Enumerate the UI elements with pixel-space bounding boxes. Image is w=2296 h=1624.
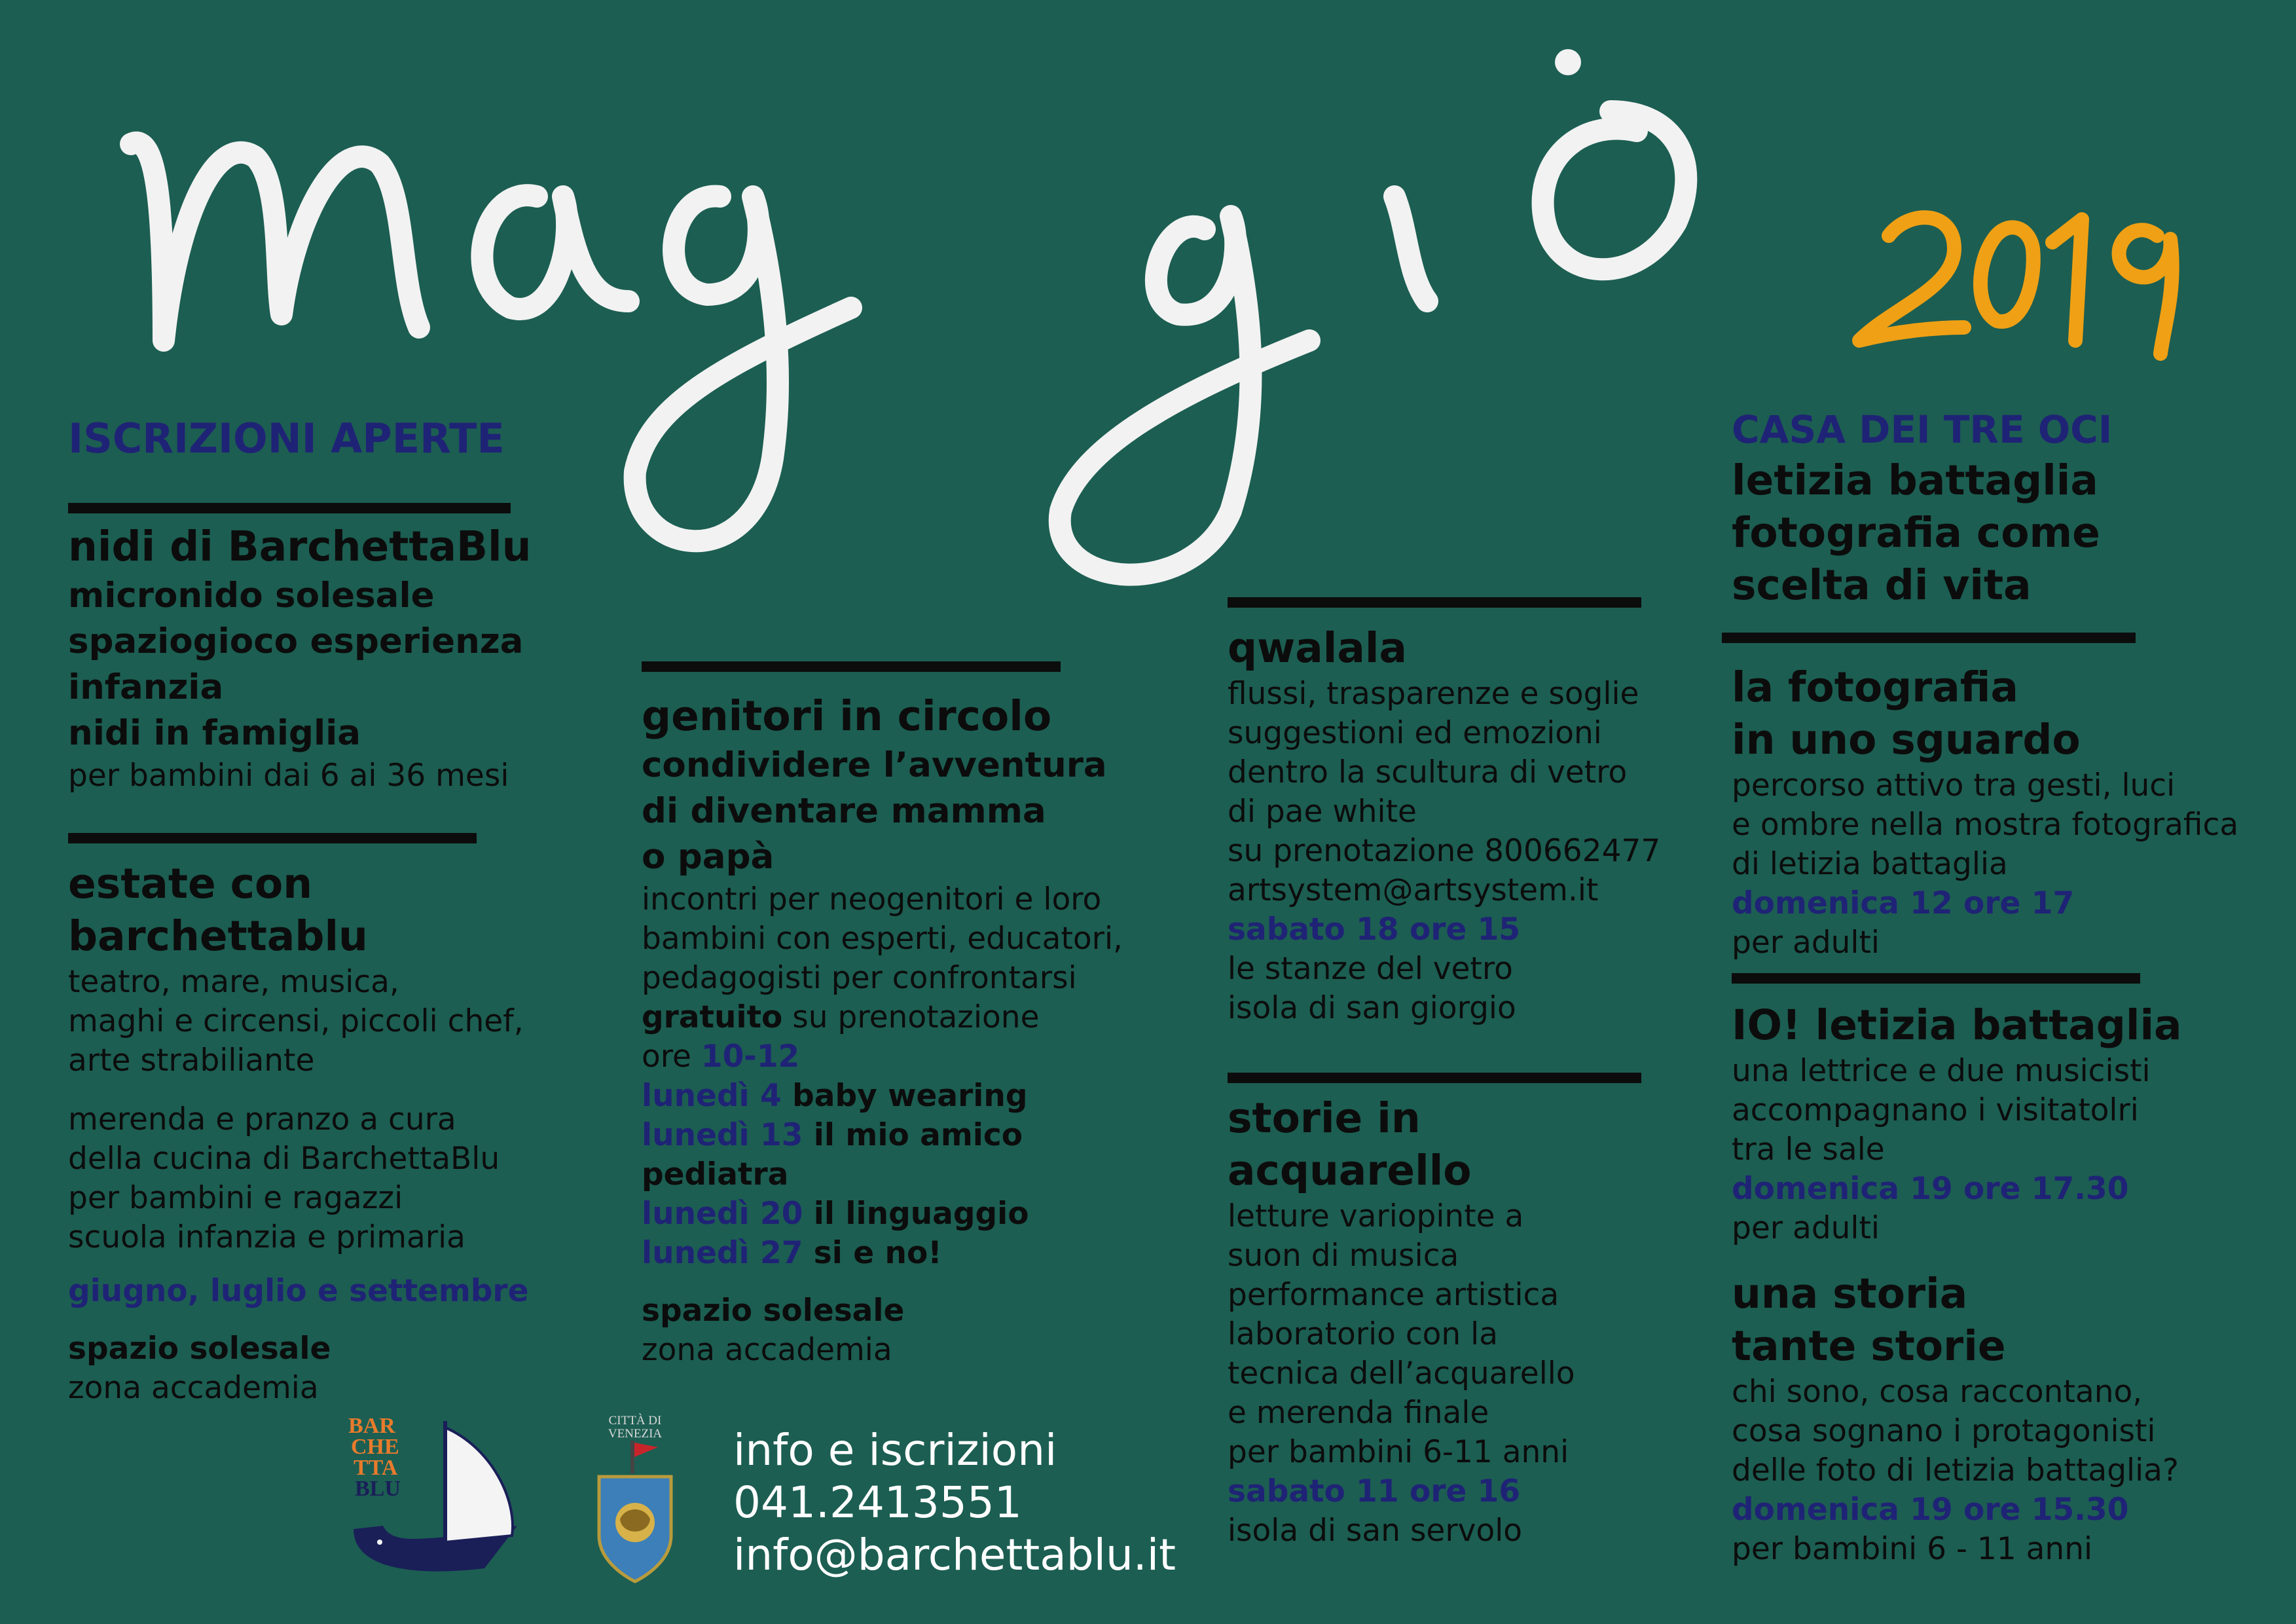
genitori-title: genitori in circolo xyxy=(642,692,1052,740)
genitori-hours: 10-12 xyxy=(701,1039,800,1075)
io-line: una lettrice e due musicisti xyxy=(1732,1053,2151,1089)
qwalala-place: isola di san giorgio xyxy=(1228,990,1516,1026)
storia-line: chi sono, cosa raccontano, xyxy=(1732,1374,2143,1410)
divider xyxy=(1228,1073,1641,1083)
nidi-line: nidi in famiglia xyxy=(68,713,361,753)
date-topic: il mio amico xyxy=(803,1117,1023,1153)
estate-line: scuola infanzia e primaria xyxy=(68,1219,465,1255)
genitori-hours-line xyxy=(642,1037,1218,1077)
genitori-free-line xyxy=(642,998,1218,1037)
foto-date: domenica 12 ore 17 xyxy=(1732,885,2075,921)
estate-title: estate con xyxy=(68,860,313,908)
qwalala-line: dentro la scultura di vetro xyxy=(1228,754,1628,790)
genitori-free: gratuito xyxy=(642,999,783,1035)
venue-title: CASA DEI TRE OCI xyxy=(1732,407,2113,452)
storia-audience: per bambini 6 - 11 anni xyxy=(1732,1531,2093,1567)
storie-title: acquarello xyxy=(1228,1147,1472,1194)
date-topic: baby wearing xyxy=(781,1078,1028,1114)
genitori-title: condividere l’avventura xyxy=(642,745,1107,785)
foto-line: percorso attivo tra gesti, luci xyxy=(1732,767,2176,803)
section-storie xyxy=(1228,1092,1725,1551)
storia-date: domenica 19 ore 15.30 xyxy=(1732,1492,2129,1528)
estate-line: merenda e pranzo a cura xyxy=(68,1101,456,1137)
section-estate xyxy=(68,858,605,1408)
seal-text-citta: CITTÀ DI xyxy=(608,1414,662,1428)
genitori-title: o papà xyxy=(642,837,774,877)
estate-place: spazio solesale xyxy=(68,1331,331,1367)
foto-line: e ombre nella mostra fotografica xyxy=(1732,807,2239,843)
section-tre-oci xyxy=(1732,405,2282,612)
storia-line: cosa sognano i protagonisti xyxy=(1732,1413,2156,1449)
section-genitori xyxy=(642,690,1218,1370)
io-line: tra le sale xyxy=(1732,1132,1885,1168)
contact-phone[interactable]: 041.2413551 xyxy=(733,1477,1022,1528)
date-day: lunedì 13 xyxy=(642,1117,803,1153)
storie-line: laboratorio con la xyxy=(1228,1316,1499,1352)
qwalala-date: sabato 18 ore 15 xyxy=(1228,912,1521,948)
qwalala-line: flussi, trasparenze e soglie xyxy=(1228,676,1639,712)
io-title: IO! letizia battaglia xyxy=(1732,1001,2182,1049)
contact-label: info e iscrizioni xyxy=(733,1425,1057,1475)
estate-zone: zona accademia xyxy=(68,1370,319,1406)
divider xyxy=(1228,597,1641,608)
qwalala-place: le stanze del vetro xyxy=(1228,951,1513,987)
storie-line: per bambini 6-11 anni xyxy=(1228,1434,1569,1470)
genitori-date xyxy=(642,1077,1218,1116)
nidi-line: micronido solesale xyxy=(68,576,435,616)
io-date: domenica 19 ore 17.30 xyxy=(1732,1171,2129,1207)
storia-title: una storia xyxy=(1732,1270,1968,1318)
venue-line: scelta di vita xyxy=(1732,561,2032,609)
divider xyxy=(68,833,477,843)
estate-line: arte strabiliante xyxy=(68,1043,315,1079)
logo-text-blu: BLU xyxy=(355,1477,401,1501)
date-topic: si e no! xyxy=(803,1235,942,1271)
qwalala-title: qwalala xyxy=(1228,624,1408,672)
date-day: lunedì 4 xyxy=(642,1078,782,1114)
qwalala-line: su prenotazione 800662477 xyxy=(1228,833,1661,869)
estate-line: per bambini e ragazzi xyxy=(68,1180,403,1216)
io-audience: per adulti xyxy=(1732,1210,1880,1246)
storie-line: suon di musica xyxy=(1228,1238,1459,1274)
date-day: lunedì 27 xyxy=(642,1235,803,1271)
genitori-date xyxy=(642,1116,1218,1155)
nidi-line: spaziogioco esperienza xyxy=(68,621,524,661)
storie-line: performance artistica xyxy=(1228,1277,1559,1313)
venue-line: fotografia come xyxy=(1732,509,2100,557)
genitori-date xyxy=(642,1194,1218,1234)
estate-line: della cucina di BarchettaBlu xyxy=(68,1141,500,1177)
genitori-date xyxy=(642,1155,1218,1194)
storia-line: delle foto di letizia battaglia? xyxy=(1732,1452,2179,1488)
nidi-title: nidi di BarchettaBlu xyxy=(68,523,532,570)
qwalala-line: di pae white xyxy=(1228,794,1417,830)
section-io xyxy=(1732,999,2282,1569)
genitori-place: spazio solesale xyxy=(642,1293,905,1329)
storie-place: isola di san servolo xyxy=(1228,1513,1523,1549)
genitori-title: di diventare mamma xyxy=(642,791,1046,831)
section-fotografia xyxy=(1732,661,2282,963)
nidi-note: per bambini dai 6 ai 36 mesi xyxy=(68,758,509,794)
estate-title: barchettablu xyxy=(68,912,368,960)
date-day: lunedì 20 xyxy=(642,1196,803,1232)
iscrizioni-heading: ISCRIZIONI APERTE xyxy=(68,415,505,462)
storie-line: tecnica dell’acquarello xyxy=(1228,1356,1575,1392)
genitori-desc: incontri per neogenitori e loro xyxy=(642,881,1102,917)
qwalala-line: artsystem@artsystem.it xyxy=(1228,872,1599,908)
storie-line: letture variopinte a xyxy=(1228,1198,1524,1234)
genitori-desc: pedagogisti per confrontarsi xyxy=(642,960,1077,996)
estate-period: giugno, luglio e settembre xyxy=(68,1273,529,1309)
genitori-hours-label: ore xyxy=(642,1039,701,1075)
venue-line: letizia battaglia xyxy=(1732,456,2098,504)
storie-title: storie in xyxy=(1228,1094,1421,1142)
foto-title: la fotografia xyxy=(1732,663,2019,711)
foto-line: di letizia battaglia xyxy=(1732,846,2008,882)
genitori-desc: bambini con esperti, educatori, xyxy=(642,921,1123,957)
contact-email[interactable]: info@barchettablu.it xyxy=(733,1530,1176,1580)
citta-venezia-seal xyxy=(586,1411,684,1585)
foto-audience: per adulti xyxy=(1732,925,1880,961)
divider xyxy=(68,503,511,513)
date-topic: pediatra xyxy=(642,1156,789,1192)
io-line: accompagnano i visitatolri xyxy=(1732,1092,2139,1128)
genitori-zone: zona accademia xyxy=(642,1332,892,1368)
section-nidi xyxy=(68,521,605,796)
qwalala-line: suggestioni ed emozioni xyxy=(1228,715,1602,751)
contact-block xyxy=(733,1424,1257,1581)
date-topic: il linguaggio xyxy=(803,1196,1029,1232)
genitori-free-rest: su prenotazione xyxy=(782,999,1040,1035)
storie-date: sabato 11 ore 16 xyxy=(1228,1473,1521,1509)
logo-text-che: CHE xyxy=(351,1435,399,1459)
storie-line: e merenda finale xyxy=(1228,1395,1489,1431)
estate-line: maghi e circensi, piccoli chef, xyxy=(68,1003,524,1039)
estate-line: teatro, mare, musica, xyxy=(68,964,399,1000)
barchettablu-logo xyxy=(340,1408,524,1578)
section-qwalala xyxy=(1228,622,1725,1028)
column-iscrizioni xyxy=(68,413,592,465)
divider xyxy=(642,661,1061,672)
seal-text-venezia: VENEZIA xyxy=(608,1427,663,1441)
genitori-date xyxy=(642,1234,1218,1273)
divider xyxy=(1732,973,2140,984)
logo-text-bar: BAR xyxy=(348,1414,395,1438)
foto-title: in uno sguardo xyxy=(1732,716,2081,764)
nidi-line: infanzia xyxy=(68,667,224,707)
storia-title: tante storie xyxy=(1732,1322,2006,1370)
divider xyxy=(1722,633,2136,643)
logo-text-tta: TTA xyxy=(354,1456,398,1480)
